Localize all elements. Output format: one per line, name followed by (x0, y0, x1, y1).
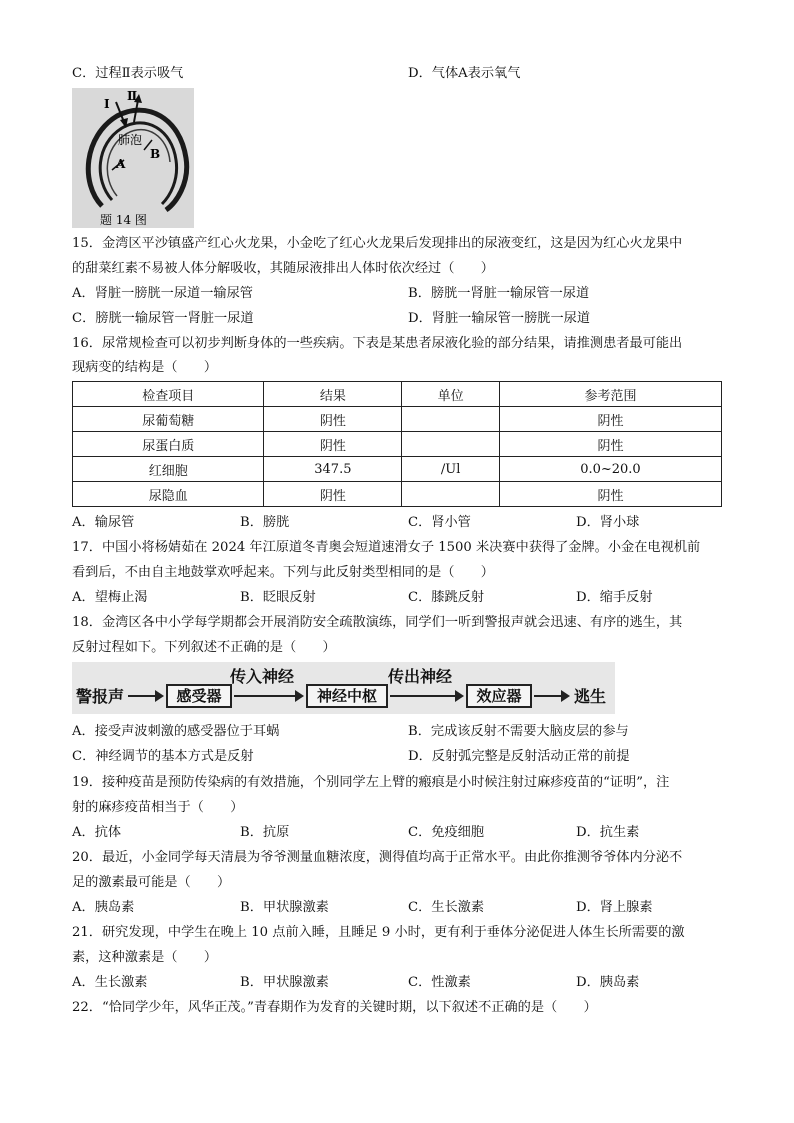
q21-stem-line2: 素，这种激素是（ ） (72, 950, 218, 965)
q20-stem-line2: 足的激素最可能是（ ） (72, 875, 231, 890)
flow-arrow (234, 695, 302, 697)
table-cell: 阴性 (264, 407, 402, 432)
q19-option-a: A．抗体 (72, 825, 122, 840)
q19-stem-line2: 射的麻疹疫苗相当于（ ） (72, 800, 244, 815)
q19-option-d: D．抗生素 (576, 825, 640, 840)
q15-stem-line1: 15．金湾区平沙镇盛产红心火龙果，小金吃了红心火龙果后发现排出的尿液变红，这是因为红心火龙果中 (72, 236, 683, 251)
q18-option-c: C．神经调节的基本方式是反射 (72, 749, 254, 764)
q17-option-b: B．眨眼反射 (240, 590, 316, 605)
q15-option-b: B．膀胱一肾脏一输尿管一尿道 (408, 286, 590, 301)
label-b: B (150, 147, 161, 161)
q17-option-c: C．膝跳反射 (408, 590, 485, 605)
q15-option-c: C．膀胱一输尿管一肾脏一尿道 (72, 311, 254, 326)
q16-option-a: A．输尿管 (72, 515, 135, 530)
q21-option-c: C．性激素 (408, 975, 471, 990)
table-cell: 347.5 (264, 457, 402, 482)
label-i: I (104, 97, 110, 111)
q18-option-d: D．反射弧完整是反射活动正常的前提 (408, 749, 630, 764)
table-cell (402, 432, 500, 457)
flow-arrow (534, 695, 568, 697)
table-cell: 阴性 (264, 432, 402, 457)
q20-stem-line1: 20．最近，小金同学每天清晨为爷爷测量血糖浓度，测得值均高于正常水平。由此你推测爷爷体内分泌不 (72, 850, 683, 865)
flow-afferent-label: 传入神经 (230, 667, 295, 686)
figure-caption: 题 14 图 (100, 213, 147, 227)
flow-effector: 效应器 (466, 684, 532, 708)
table-cell: 红细胞 (73, 457, 264, 482)
table-cell: 阴性 (264, 482, 402, 507)
label-a: A (116, 157, 126, 171)
q17-option-d: D．缩手反射 (576, 590, 653, 605)
table-cell (402, 407, 500, 432)
q20-option-a: A．胰岛素 (72, 900, 135, 915)
table-cell: 阴性 (499, 432, 721, 457)
q18-stem-line1: 18．金湾区各中小学每学期都会开展消防安全疏散演练，同学们一听到警报声就会迅速、有序的逃生，其 (72, 615, 683, 630)
flow-start-alarm: 警报声 (76, 687, 125, 706)
q18-option-b: B．完成该反射不需要大脑皮层的参与 (408, 724, 629, 739)
q16-option-c: C．肾小管 (408, 515, 471, 530)
table-row (73, 457, 722, 482)
q17-stem-line2: 看到后，不由自主地鼓掌欢呼起来。下列与此反射类型相同的是（ ） (72, 565, 494, 580)
q16-stem-line1: 16．尿常规检查可以初步判断身体的一些疾病。下表是某患者尿液化验的部分结果，请推测患者最可能出 (72, 336, 683, 351)
table-cell: 阴性 (499, 407, 721, 432)
table-cell: 0.0~20.0 (499, 457, 721, 482)
q15-stem-line2: 的甜菜红素不易被人体分解吸收，其随尿液排出人体时依次经过（ ） (72, 261, 494, 276)
table-header-row (73, 382, 722, 407)
table-cell: 尿葡萄糖 (73, 407, 264, 432)
alveolus-diagram (72, 88, 194, 228)
flow-receptor: 感受器 (166, 684, 232, 708)
q18-option-a: A．接受声波刺激的感受器位于耳蜗 (72, 724, 280, 739)
q17-option-a: A．望梅止渴 (72, 590, 148, 605)
flow-arrow (128, 695, 162, 697)
table-header: 检查项目 (73, 382, 264, 407)
q21-option-d: D．胰岛素 (576, 975, 640, 990)
q21-option-a: A．生长激素 (72, 975, 148, 990)
q20-option-d: D．肾上腺素 (576, 900, 653, 915)
q16-option-b: B．膀胱 (240, 515, 290, 530)
q21-option-b: B．甲状腺激素 (240, 975, 329, 990)
q15-option-d: D．肾脏一输尿管一膀胱一尿道 (408, 311, 591, 326)
table-cell: 尿蛋白质 (73, 432, 264, 457)
label-ii: Ⅱ (127, 89, 138, 103)
table-header: 参考范围 (499, 382, 721, 407)
q19-option-c: C．免疫细胞 (408, 825, 485, 840)
q19-option-b: B．抗原 (240, 825, 290, 840)
table-cell: /Ul (402, 457, 500, 482)
q19-stem-line1: 19．接种疫苗是预防传染病的有效措施，个别同学左上臂的瘢痕是小时候注射过麻疹疫苗的“证明”，注 (72, 775, 670, 790)
alveolus-figure (72, 88, 194, 228)
q15-option-a: A．肾脏一膀胱一尿道一输尿管 (72, 286, 253, 301)
q14-option-c: C．过程Ⅱ表示吸气 (72, 66, 184, 81)
q18-stem-line2: 反射过程如下。下列叙述不正确的是（ ） (72, 640, 336, 655)
table-header: 结果 (264, 382, 402, 407)
q20-option-c: C．生长激素 (408, 900, 485, 915)
q17-stem-line1: 17．中国小将杨婧茹在 2024 年江原道冬青奥会短道速滑女子 1500 米决赛中获得了金牌。小金在电视机前 (72, 540, 701, 555)
table-row (73, 432, 722, 457)
q20-option-b: B．甲状腺激素 (240, 900, 329, 915)
q22-stem-line1: 22．“恰同学少年，风华正茂。”青春期作为发育的关键时期，以下叙述不正确的是（ ） (72, 1000, 597, 1015)
q16-option-d: D．肾小球 (576, 515, 640, 530)
urine-test-table (72, 381, 722, 507)
q14-option-d: D．气体A表示氧气 (408, 66, 521, 81)
reflex-arc-diagram (72, 662, 615, 714)
table-cell: 尿隐血 (73, 482, 264, 507)
table-row (73, 482, 722, 507)
flow-efferent-label: 传出神经 (388, 667, 453, 686)
label-alveolus: 肺泡 (118, 133, 143, 147)
table-header: 单位 (402, 382, 500, 407)
q21-stem-line1: 21．研究发现，中学生在晚上 10 点前入睡，且睡足 9 小时，更有利于垂体分泌促进人体生长所需要的激 (72, 925, 685, 940)
flow-end-escape: 逃生 (574, 687, 607, 706)
flow-center: 神经中枢 (306, 684, 388, 708)
table-cell: 阴性 (499, 482, 721, 507)
table-row (73, 407, 722, 432)
table-cell (402, 482, 500, 507)
flow-arrow (390, 695, 462, 697)
q16-stem-line2: 现病变的结构是（ ） (72, 360, 218, 375)
